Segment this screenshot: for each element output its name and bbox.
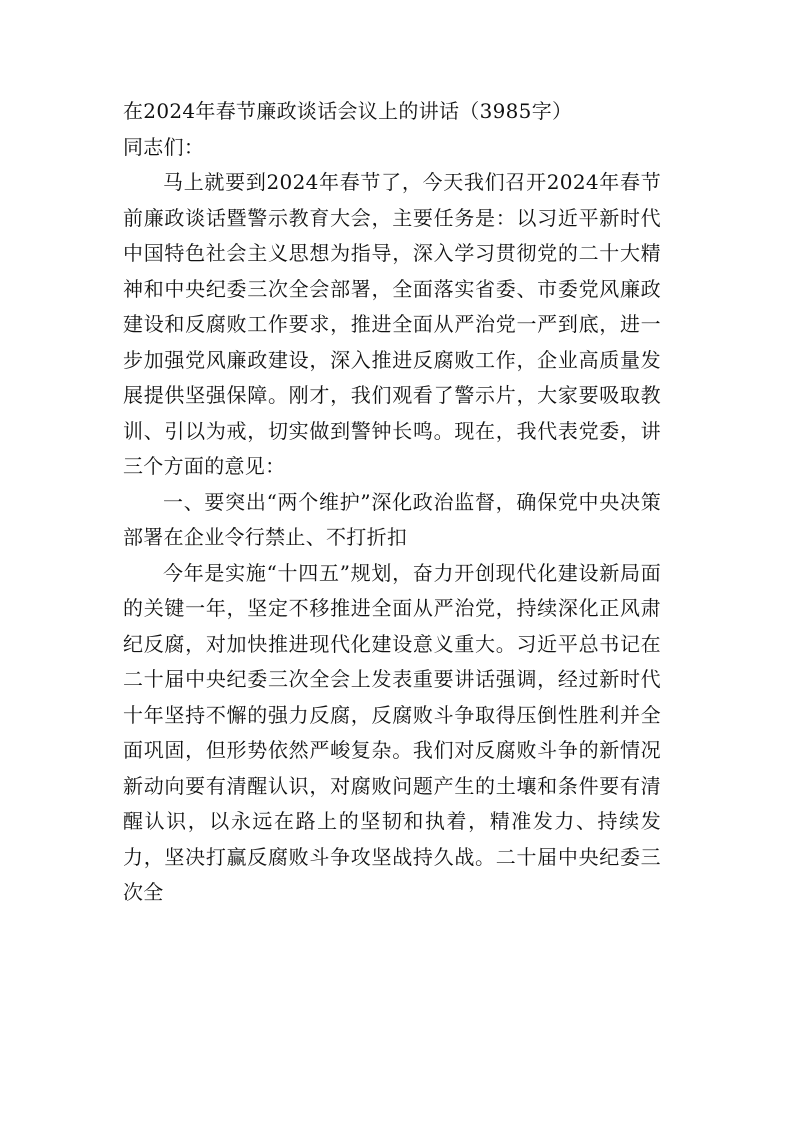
salutation: 同志们： [123, 134, 205, 159]
section-paragraph: 今年是实施“十四五”规划，奋力开创现代化建设新局面的关键一年，坚定不移推进全面从严治党，持续深化正风肃纪反腐，对加快推进现代化建设意义重大。习近平总书记在二十届中央纪委三次全会上发表重要讲话强调，经过新时代十年坚持不懈的强力反腐，反腐败斗争取得压倒性胜利并全面巩固，但形势依然严峻复杂。我们对反腐败斗争的新情况新动向要有清醒认识，对腐败问题产生的土壤和条件要有清醒认识，以永远在路上的坚韧和执着，精准发力、持续发力，坚决打赢反腐败斗争攻坚战持久战。二十届中央纪委三次全 [123, 560, 661, 904]
opening-paragraph: 马上就要到2024年春节了，今天我们召开2024年春节前廉政谈话暨警示教育大会，主要任务是：以习近平新时代中国特色社会主义思想为指导，深入学习贯彻党的二十大精神和中央纪委三次全会部署，全面落实省委、市委党风廉政建设和反腐败工作要求，推进全面从严治党一严到底，进一步加强党风廉政建设，深入推进反腐败工作，企业高质量发展提供坚强保障。刚才，我们观看了警示片，大家要吸取教训、引以为戒，切实做到警钟长鸣。现在，我代表党委，讲三个方面的意见： [123, 170, 661, 478]
section-heading: 一、要突出“两个维护”深化政治监督，确保党中央决策部署在企业令行禁止、不打折扣 [123, 489, 661, 549]
document-body [123, 94, 661, 911]
document-title: 在2024年春节廉政谈话会议上的讲话（3985字） [123, 99, 573, 123]
